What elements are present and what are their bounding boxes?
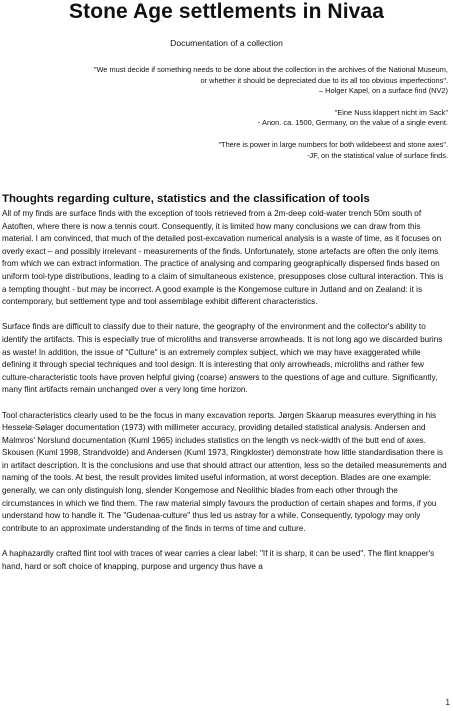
paragraph: All of my finds are surface finds with the exception of tools retrieved from a 2m-deep cold-water trench 50m south of Aatoften, where there is now a tennis court. Consequently, it is limited how many conclusions we can draw from this material. I am convinced, that much of the detailed post-excavation numerical analysis is a waste of time, as it focuses on overly exact – and possibly irrelevant - measurements of the finds. Unfortunately, stone artefacts are often the only items from which we can extract information. The practice of analysing and comparing geographically dispersed finds based on uniform tool-type distributions, leading to a claim of simultaneous existence, presupposes close cultural interaction. This is a tempting thought - but may be incorrect. A good example is the Kongemose culture in Jutland and on Zealand: it is contemporary, but settlement type and tool assemblage exhibit different characteristics. [2,209,444,307]
paragraph: Tool characteristics clearly used to be the focus in many excavation reports. Jørgen Skaarup measures everything in his Hesselø-Sølager documentation (1973) with millimeter accuracy, providing detailed statistical analysis. Andersen and Malmros' Norslund documentation (Kuml 1965) includes statistics on the length vs neck-width of the butt end of axes. Skousen (Kuml 1998, Strandvolde) and Andersen (Kuml 1973, Ringkloster) demonstrate how little standardisation there is in artifact description. It is the conclusions and use that should attract our attention, less so the detailed measurements and naming of the tools. At best, the result provides limited useful information, at worst deception. Blades are one example: generally, we can only distinguish long, slender Kongemose and Neolithic blades from each other through the circumstances in which we find them. The raw material simply favours the production of certain shapes and forms, if you understand how to handle it. The "Gudenaa-culture" thus led us astray for a while. Consequently, typology may only contribute to an approximate understanding of the finds in terms of time and culture. [2,410,447,533]
section-heading: Thoughts regarding culture, statistics and the classification of tools [2,193,370,205]
quote-line: "We must decide if something needs to be done about the collection in the archives of the National Museum, [93,65,448,74]
quote-attribution: - Anon. ca. 1500, Germany, on the value of a single event. [257,118,448,128]
paragraph: Surface finds are difficult to classify due to their nature, the geography of the environment and the collector's ability to identify the artifacts. This is especially true of microliths and transverse arrowheads. It is not long ago we discarded burins as waste! In addition, the issue of "Culture" is an extremely complex subject, which we may have exaggerated while defining it through special techniques and tool design. It is interesting that only arrowheads, microliths and rather few culture-characteristic tools have proven helpful giving (coarse) answers to the questions of age and culture. Significantly, many flint artifacts remain unchanged over a very long time horizon. [2,322,443,395]
page-number: 1 [445,698,450,707]
quote-line: or whether it should be depreciated due to its all too obvious imperfections". [200,75,448,85]
document-subtitle: Documentation of a collection [170,38,283,48]
epigraph-quotes [4,65,448,172]
quote-block [4,65,448,97]
document-title: Stone Age settlements in Nivaa [69,0,384,23]
quote-block [4,108,448,129]
quote-block [4,140,448,161]
paragraph: A haphazardly crafted flint tool with traces of wear carries a clear label: "If it is sharp, it can be used". The flint knapper's hand, hard or soft choice of knapping, purpose and urgency thus have a [2,549,435,571]
quote-line: "There is power in large numbers for both wildebeest and stone axes". [218,139,448,149]
body-text [2,208,449,586]
quote-attribution: -JF, on the statistical value of surface finds. [307,150,448,160]
quote-attribution: – Holger Kapel, on a surface find (NV2) [319,86,448,96]
quote-line: "Eine Nuss klappert nicht im Sack" [334,107,448,117]
